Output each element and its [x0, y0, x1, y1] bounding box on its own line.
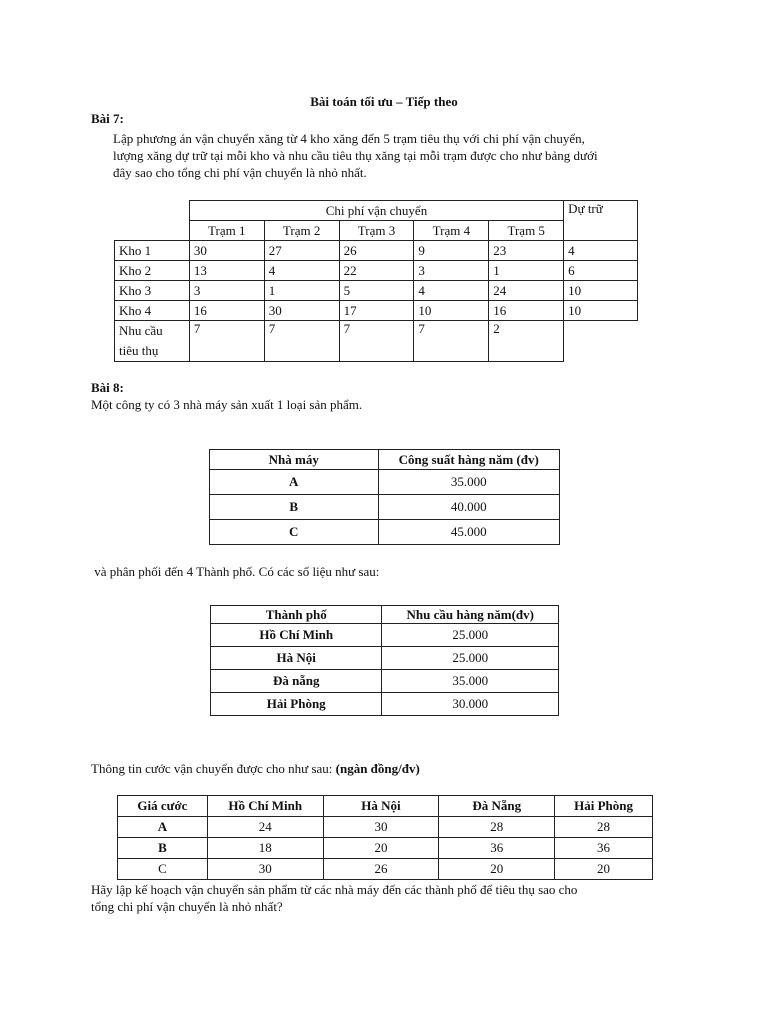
station-header: Trạm 1 — [189, 221, 264, 241]
reserve-cell: 6 — [564, 261, 638, 281]
freight-header: Hồ Chí Minh — [207, 796, 323, 817]
cost-cell: 10 — [414, 301, 489, 321]
cost-cell: 9 — [414, 241, 489, 261]
freight-value: 20 — [323, 838, 439, 859]
city-header: Thành phố — [211, 606, 382, 624]
demand-cell: 7 — [189, 321, 264, 362]
cost-cell: 16 — [489, 301, 564, 321]
demand-label-line-1: Nhu cầu — [119, 323, 163, 338]
demand-header: Nhu cầu hàng năm(đv) — [382, 606, 559, 624]
factory-name: C — [210, 520, 379, 545]
cost-cell: 26 — [339, 241, 414, 261]
capacity-header: Công suất hàng năm (đv) — [378, 450, 560, 470]
freight-header: Giá cước — [118, 796, 208, 817]
capacity-value: 35.000 — [378, 470, 560, 495]
cost-cell: 3 — [414, 261, 489, 281]
city-name: Hà Nội — [211, 647, 382, 670]
bai8-heading: Bài 8: — [91, 380, 124, 395]
cost-cell: 23 — [489, 241, 564, 261]
demand-cell: 7 — [339, 321, 414, 362]
table-row — [210, 520, 560, 545]
bai7-line-2: lượng xăng dự trữ tại mỗi kho và nhu cầu tiêu thụ xăng tại mỗi trạm được cho như bảng dưới — [113, 148, 598, 163]
table-row — [211, 693, 559, 716]
city-table — [210, 605, 559, 716]
station-header: Trạm 2 — [264, 221, 339, 241]
row-label: Kho 1 — [115, 241, 190, 261]
freight-value: 28 — [555, 817, 653, 838]
freight-header: Đà Nẵng — [439, 796, 555, 817]
table-row — [118, 859, 653, 880]
factory-name: A — [210, 470, 379, 495]
freight-factory: B — [118, 838, 208, 859]
demand-cell: 2 — [489, 321, 564, 362]
cost-cell: 22 — [339, 261, 414, 281]
freight-line — [91, 761, 420, 777]
bai7-cost-table — [114, 200, 638, 362]
reserve-header: Dự trữ — [564, 201, 638, 241]
cost-cell: 4 — [414, 281, 489, 301]
freight-header: Hải Phòng — [555, 796, 653, 817]
cost-cell: 3 — [189, 281, 264, 301]
table-row — [115, 261, 638, 281]
station-header: Trạm 4 — [414, 221, 489, 241]
cost-cell: 27 — [264, 241, 339, 261]
city-demand: 25.000 — [382, 624, 559, 647]
bai7-line-1: Lập phương án vận chuyển xăng từ 4 kho xăng đến 5 trạm tiêu thụ với chi phí vận chuyển, — [113, 131, 585, 146]
cost-cell: 30 — [189, 241, 264, 261]
freight-value: 24 — [207, 817, 323, 838]
reserve-cell: 10 — [564, 301, 638, 321]
document-title: Bài toán tối ưu – Tiếp theo — [310, 94, 458, 109]
demand-row — [115, 321, 638, 362]
freight-value: 28 — [439, 817, 555, 838]
freight-text: Thông tin cước vận chuyển được cho như sau: — [91, 761, 336, 776]
cost-cell: 1 — [489, 261, 564, 281]
freight-factory: A — [118, 817, 208, 838]
row-label: Kho 3 — [115, 281, 190, 301]
city-name: Đà nẵng — [211, 670, 382, 693]
table-row — [118, 838, 653, 859]
freight-header: Hà Nội — [323, 796, 439, 817]
bai7-paragraph — [113, 130, 713, 181]
station-header: Trạm 5 — [489, 221, 564, 241]
freight-value: 26 — [323, 859, 439, 880]
cost-cell: 4 — [264, 261, 339, 281]
question-paragraph — [91, 881, 711, 915]
freight-value: 30 — [207, 859, 323, 880]
factory-name: B — [210, 495, 379, 520]
bai7-heading: Bài 7: — [91, 111, 124, 126]
freight-value: 18 — [207, 838, 323, 859]
table-row — [115, 241, 638, 261]
city-demand: 30.000 — [382, 693, 559, 716]
cost-group-header: Chi phí vận chuyển — [189, 201, 563, 221]
row-label: Kho 4 — [115, 301, 190, 321]
capacity-value: 45.000 — [378, 520, 560, 545]
demand-label-line-2: tiêu thụ — [119, 343, 159, 358]
cost-cell: 24 — [489, 281, 564, 301]
empty-cell — [564, 321, 638, 362]
cost-cell: 16 — [189, 301, 264, 321]
table-row — [211, 670, 559, 693]
row-label: Kho 2 — [115, 261, 190, 281]
table-row — [210, 495, 560, 520]
factory-header: Nhà máy — [210, 450, 379, 470]
distribution-text: và phân phối đến 4 Thành phố. Có các số liệu như sau: — [91, 564, 380, 579]
table-row — [118, 817, 653, 838]
freight-unit: (ngàn đồng/đv) — [335, 761, 420, 776]
cost-cell: 17 — [339, 301, 414, 321]
freight-table — [117, 795, 653, 880]
cost-cell: 1 — [264, 281, 339, 301]
cost-cell: 5 — [339, 281, 414, 301]
freight-factory: C — [118, 859, 208, 880]
table-row — [115, 281, 638, 301]
table-row — [115, 301, 638, 321]
city-demand: 35.000 — [382, 670, 559, 693]
city-name: Hải Phòng — [211, 693, 382, 716]
bai8-intro: Một công ty có 3 nhà máy sản xuất 1 loại sản phẩm. — [91, 397, 363, 412]
table-row — [211, 624, 559, 647]
question-line-2: tổng chi phí vận chuyển là nhỏ nhất? — [91, 899, 283, 914]
question-line-1: Hãy lập kế hoạch vận chuyển sản phẩm từ các nhà máy đến các thành phố để tiêu thụ sao cho — [91, 882, 578, 897]
demand-label — [115, 321, 190, 362]
freight-value: 20 — [555, 859, 653, 880]
station-header: Trạm 3 — [339, 221, 414, 241]
corner-cell — [115, 201, 190, 221]
capacity-value: 40.000 — [378, 495, 560, 520]
freight-value: 36 — [555, 838, 653, 859]
reserve-cell: 4 — [564, 241, 638, 261]
factory-table — [209, 449, 560, 545]
table-row — [211, 647, 559, 670]
freight-value: 36 — [439, 838, 555, 859]
table-row — [210, 470, 560, 495]
demand-cell: 7 — [414, 321, 489, 362]
cost-cell: 13 — [189, 261, 264, 281]
cost-cell: 30 — [264, 301, 339, 321]
bai7-line-3: đây sao cho tổng chi phí vận chuyển là nhỏ nhất. — [113, 165, 367, 180]
city-name: Hồ Chí Minh — [211, 624, 382, 647]
city-demand: 25.000 — [382, 647, 559, 670]
demand-cell: 7 — [264, 321, 339, 362]
freight-value: 30 — [323, 817, 439, 838]
corner-cell — [115, 221, 190, 241]
reserve-cell: 10 — [564, 281, 638, 301]
freight-value: 20 — [439, 859, 555, 880]
